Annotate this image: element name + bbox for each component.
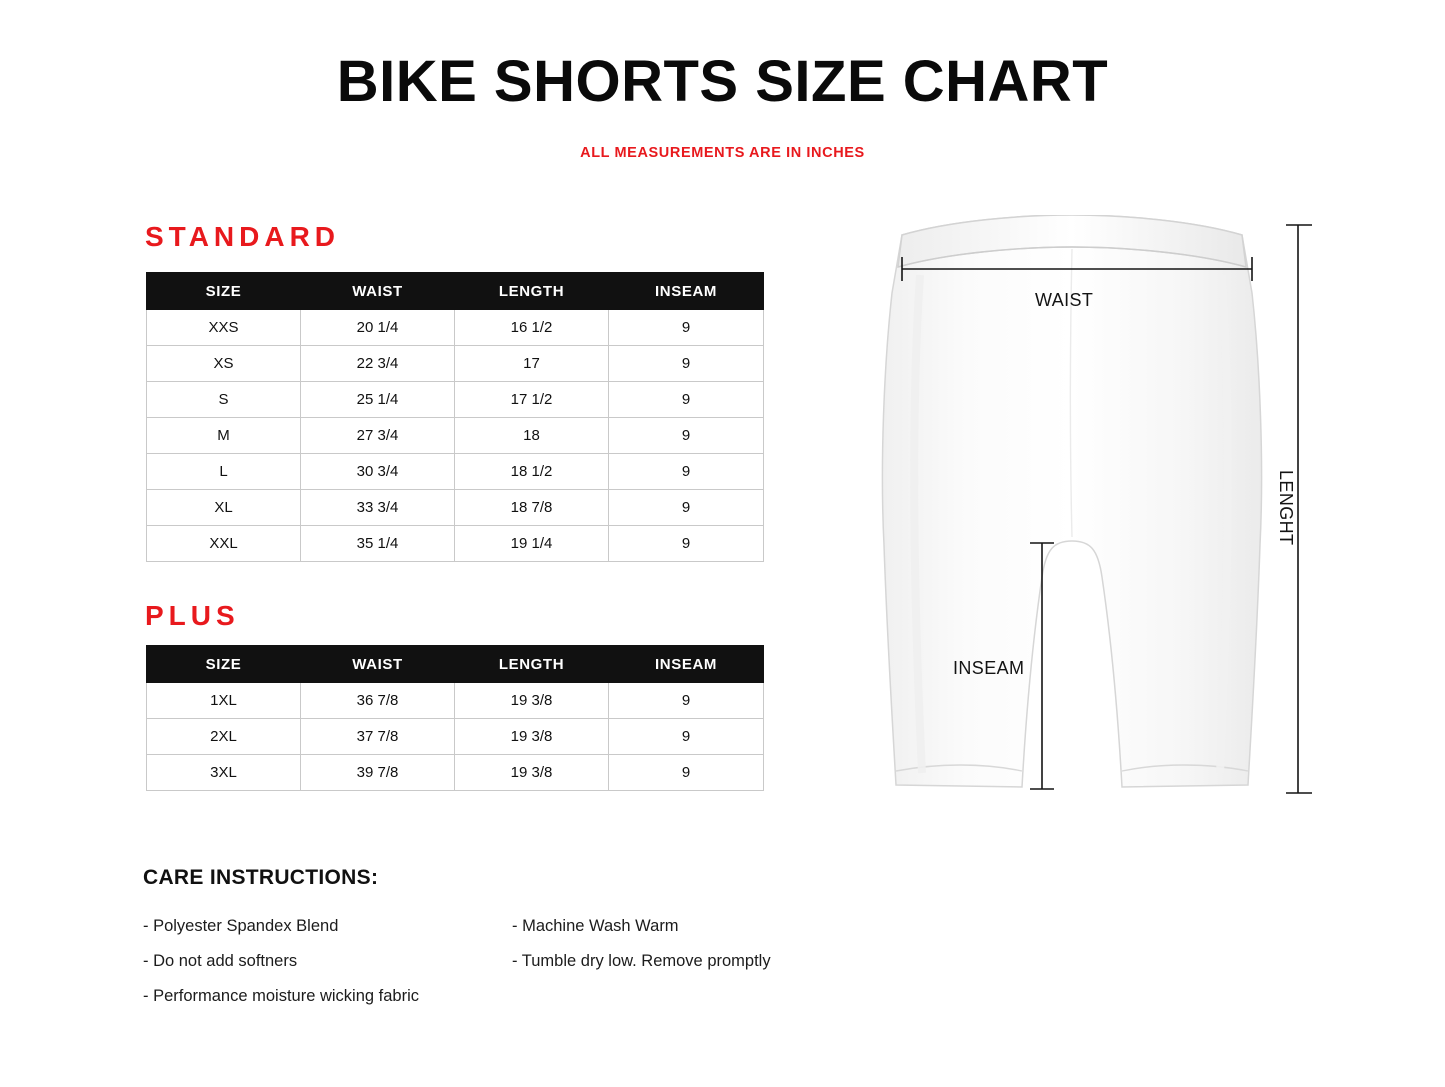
page-title: BIKE SHORTS SIZE CHART (336, 49, 1109, 114)
cell-waist: 35 1/4 (301, 526, 455, 562)
cell-inseam: 9 (609, 490, 764, 526)
column-header-inseam: INSEAM (609, 273, 764, 310)
care-item: - Performance moisture wicking fabric (143, 987, 420, 1005)
measure-label-waist: WAIST (1035, 290, 1094, 310)
bike-shorts-illustration (860, 215, 1330, 825)
measure-label-inseam: INSEAM (953, 658, 1025, 678)
cell-length: 19 3/8 (455, 755, 609, 791)
table-header-row (147, 273, 764, 310)
column-header-inseam: INSEAM (609, 646, 764, 683)
cell-waist: 30 3/4 (301, 454, 455, 490)
table-row (147, 454, 764, 490)
cell-waist: 20 1/4 (301, 310, 455, 346)
cell-length: 18 1/2 (455, 454, 609, 490)
column-header-waist: WAIST (301, 273, 455, 310)
cell-inseam: 9 (609, 310, 764, 346)
standard-size-table (146, 272, 764, 562)
section-heading-plus: PLUS (145, 600, 240, 631)
cell-inseam: 9 (609, 526, 764, 562)
cell-length: 19 1/4 (455, 526, 609, 562)
cell-size: S (147, 382, 301, 418)
column-header-waist: WAIST (301, 646, 455, 683)
column-header-size: SIZE (147, 273, 301, 310)
table-row (147, 490, 764, 526)
cell-length: 19 3/8 (455, 683, 609, 719)
measure-label-length: LENGHT (1276, 470, 1296, 546)
section-heading-standard: STANDARD (145, 221, 341, 252)
cell-length: 19 3/8 (455, 719, 609, 755)
cell-size: XXS (147, 310, 301, 346)
page-subtitle: ALL MEASUREMENTS ARE IN INCHES (580, 145, 865, 161)
cell-size: M (147, 418, 301, 454)
cell-inseam: 9 (609, 346, 764, 382)
care-instructions-column-2 (512, 917, 771, 987)
table-row (147, 719, 764, 755)
cell-waist: 37 7/8 (301, 719, 455, 755)
column-header-length: LENGTH (455, 273, 609, 310)
cell-inseam: 9 (609, 382, 764, 418)
cell-length: 18 (455, 418, 609, 454)
cell-waist: 22 3/4 (301, 346, 455, 382)
cell-waist: 39 7/8 (301, 755, 455, 791)
cell-waist: 25 1/4 (301, 382, 455, 418)
cell-size: 1XL (147, 683, 301, 719)
column-header-length: LENGTH (455, 646, 609, 683)
table-row (147, 755, 764, 791)
cell-inseam: 9 (609, 755, 764, 791)
care-item: - Do not add softners (143, 952, 298, 970)
table-row (147, 382, 764, 418)
cell-length: 18 7/8 (455, 490, 609, 526)
column-header-size: SIZE (147, 646, 301, 683)
cell-inseam: 9 (609, 719, 764, 755)
cell-waist: 36 7/8 (301, 683, 455, 719)
care-instructions-column-1 (143, 917, 419, 1022)
table-row (147, 683, 764, 719)
plus-size-table (146, 645, 764, 791)
cell-size: XXL (147, 526, 301, 562)
table-row (147, 310, 764, 346)
table-header-row (147, 646, 764, 683)
cell-size: L (147, 454, 301, 490)
cell-size: 2XL (147, 719, 301, 755)
cell-length: 17 1/2 (455, 382, 609, 418)
cell-length: 17 (455, 346, 609, 382)
care-item: - Machine Wash Warm (512, 917, 679, 935)
care-item: - Polyester Spandex Blend (143, 917, 339, 935)
cell-waist: 27 3/4 (301, 418, 455, 454)
cell-waist: 33 3/4 (301, 490, 455, 526)
care-item: - Tumble dry low. Remove promptly (512, 952, 771, 970)
cell-inseam: 9 (609, 683, 764, 719)
care-instructions-title: CARE INSTRUCTIONS: (143, 866, 379, 889)
table-row (147, 346, 764, 382)
table-row (147, 526, 764, 562)
cell-size: XL (147, 490, 301, 526)
cell-size: XS (147, 346, 301, 382)
cell-inseam: 9 (609, 418, 764, 454)
cell-size: 3XL (147, 755, 301, 791)
table-row (147, 418, 764, 454)
cell-inseam: 9 (609, 454, 764, 490)
cell-length: 16 1/2 (455, 310, 609, 346)
